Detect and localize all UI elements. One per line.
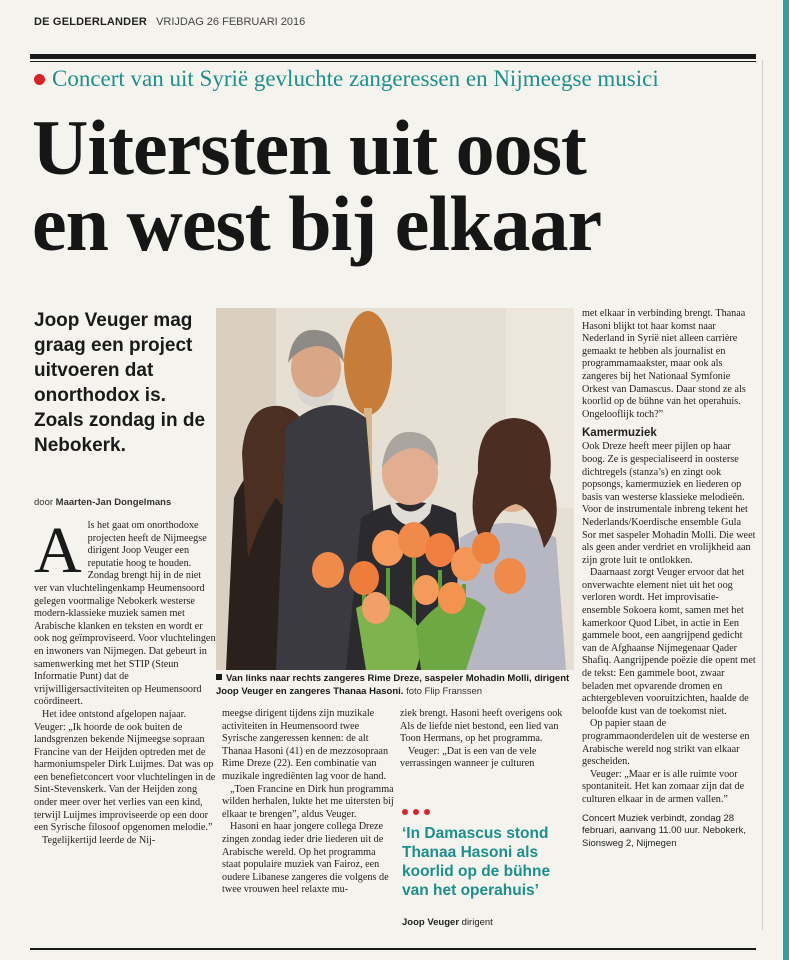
article-column-2 bbox=[222, 708, 396, 940]
pullquote-name: Joop Veuger bbox=[402, 917, 460, 928]
paragraph: Op papier staan de programmaonderdelen uit de westerse en Arabische wereld nog strikt van elkaar gescheiden. bbox=[582, 718, 750, 768]
kicker-text: Concert van uit Syrië gevluchte zangeressen en Nijmeegse musici bbox=[52, 66, 659, 91]
top-rule-thick bbox=[30, 54, 756, 59]
column-divider bbox=[762, 60, 763, 930]
publication-date: VRIJDAG 26 FEBRUARI 2016 bbox=[156, 16, 306, 28]
concert-info: Concert Muziek verbindt, zondag 28 februari, aanvang 11.00 uur. Nebokerk, Sionsweg 2, Nijmegen bbox=[582, 812, 747, 849]
intro-lead: Joop Veuger mag graag een project uitvoeren dat onorthodox is. Zoals zondag in de Nebokerk. bbox=[34, 310, 206, 456]
top-rule-thin bbox=[30, 61, 756, 62]
photo-caption bbox=[216, 673, 576, 698]
paragraph: Daarnaast zorgt Veuger ervoor dat het onverwachte element niet uit het oog verloren wordt. Het improvisatie-ensemble Sokoera komt, samen met het kamerkoor Quod Libet, in actie in Een gammele boot, een aangrijpend gedicht van de Afghaanse Nijmegenaar Qader Shafiq. Aangrijpende poëzie die opent met de tekst: Een gammele boot, zwaar beladen met opvarende dromen en achtergebleven vooruitzichten, haalde de beloofde kust van de toekomst niet. bbox=[582, 567, 756, 717]
kicker bbox=[34, 64, 754, 96]
paragraph bbox=[34, 520, 216, 709]
paragraph: Veuger: „Dat is een van de vele verrassingen wanneer je culturen bbox=[400, 745, 537, 770]
masthead bbox=[34, 8, 754, 36]
headline-line-2: en west bij elkaar bbox=[32, 180, 602, 267]
drop-cap: A bbox=[34, 520, 82, 587]
caption-bullet-icon bbox=[216, 674, 222, 680]
headline-line-1: Uitersten uit oost bbox=[32, 104, 586, 191]
paragraph: ziek brengt. Hasoni heeft overigens ook Als de liefde niet bestond, een lied van Toon Hermans, op het programma. bbox=[400, 708, 563, 745]
paragraph: Het idee ontstond afgelopen najaar. Veuger: „Ik hoorde de ook buiten de landsgrenzen bekende Nijmeegse sopraan Francine van der Heijden optreden met de harmoniumspeler Dirk Luijmes. Dat was op een benefietconcert voor vluchtelingen in de Sint-Stevenskerk. Van der Heijden zong onder meer over het verlies van een kind, terwijl Luijmes improviseerde op een door een Syrische filosoof opgenomen melodie.” bbox=[34, 708, 216, 834]
pullquote-dots-icon bbox=[402, 802, 442, 814]
paragraph: Veuger: „Maar er is alle ruimte voor spontaniteit. Het kan zomaar zijn dat de culturen elkaar in de armen vallen.” bbox=[582, 768, 745, 805]
bottom-rule bbox=[30, 948, 756, 950]
article-column-1 bbox=[34, 520, 216, 940]
group-portrait-illustration bbox=[216, 308, 574, 670]
page-edge-accent bbox=[783, 0, 789, 960]
paragraph-text: ls het gaat om onorthodoxe projecten heeft de Nijmeegse dirigent Joop Veuger een reputatie hoog te houden. Zondag brengt hij in de niet ver van vluchtelingenkamp Heumensoord gelegen voormalige Nebokerk westerse modern-klassieke muziek samen met Arabische klanken en teksten en wordt er ook nog geïmproviseerd. Voor vluchtelingen en inwoners van Nijmegen. Dat gebeurt in samenwerking met het STIP (Steun Informatie Punt) dat de vrijwilligersactiviteiten op Heumensoord coördineert. bbox=[34, 520, 216, 708]
byline-prefix: door bbox=[34, 497, 54, 508]
photo-credit: foto Flip Franssen bbox=[406, 685, 483, 697]
kicker-bullet-icon bbox=[34, 74, 45, 85]
paragraph: Ook Dreze heeft meer pijlen op haar boog. Ze is gespecialiseerd in oosterse dichtregels (stanza’s) en zingt ook popsongs, kamermuziek en liederen op basis van westerse klassieke melodieën. Voor de instrumentale inbreng tekent het Nederlands/Koerdische ensemble Gula Sor met saspeler Mohadin Molli. Die weet als geen ander verdriet en vrolijkheid aan zijn grote luit te ontlokken. bbox=[582, 441, 756, 566]
article-column-4 bbox=[582, 308, 756, 940]
pullquote-role: dirigent bbox=[461, 917, 493, 928]
paragraph: „Toen Francine en Dirk hun programma wilden herhalen, lukte het me uitersten bij elkaar te brengen”, aldus Veuger. bbox=[222, 783, 394, 820]
pullquote-attribution bbox=[402, 917, 576, 929]
paragraph: met elkaar in verbinding brengt. Thanaa Hasoni blijkt tot haar komst naar Nederland in Syrië niet alleen carrière gemaakt te hebben als journalist en programmamaakster, maar ook als zangeres bij het Nationaal Symfonie Orkest van Damascus. Daar stond ze als koorlid op de bühne van het operahuis. Ongelooflijk toch?” bbox=[582, 308, 746, 420]
paragraph: Hasoni en haar jongere collega Dreze zingen zondag ieder drie liederen uit de Arabische wereld. Op het programma staat populaire muziek van Fairoz, een oudere Libanese zangeres die volgens de twee vrouwen heel relaxte mu- bbox=[222, 821, 389, 896]
headline bbox=[32, 104, 752, 267]
paragraph: Tegelijkertijd leerde de Nij- bbox=[42, 834, 156, 846]
newspaper-name: DE GELDERLANDER bbox=[34, 16, 148, 28]
byline-author: Maarten-Jan Dongelmans bbox=[55, 497, 172, 508]
paragraph: meegse dirigent tijdens zijn muzikale activiteiten in Heumensoord twee Syrische zangeressen kennen: de alt Thanaa Hasoni (41) en de mezzosopraan Rime Dreze (22). Een combinatie van muzikale ingrediënten lag voor de hand. bbox=[222, 708, 389, 782]
article-column-3 bbox=[400, 708, 578, 812]
caption-text: Van links naar rechts zangeres Rime Dreze, saspeler Mohadin Molli, dirigent Joop Veuger en zangeres Thanaa Hasoni. bbox=[216, 673, 570, 697]
subheading: Kamermuziek bbox=[582, 427, 657, 440]
article-photo bbox=[216, 308, 574, 670]
byline bbox=[34, 496, 214, 510]
pullquote: ‘In Damascus stond Thanaa Hasoni als koorlid op de bühne van het operahuis’ bbox=[402, 825, 551, 899]
